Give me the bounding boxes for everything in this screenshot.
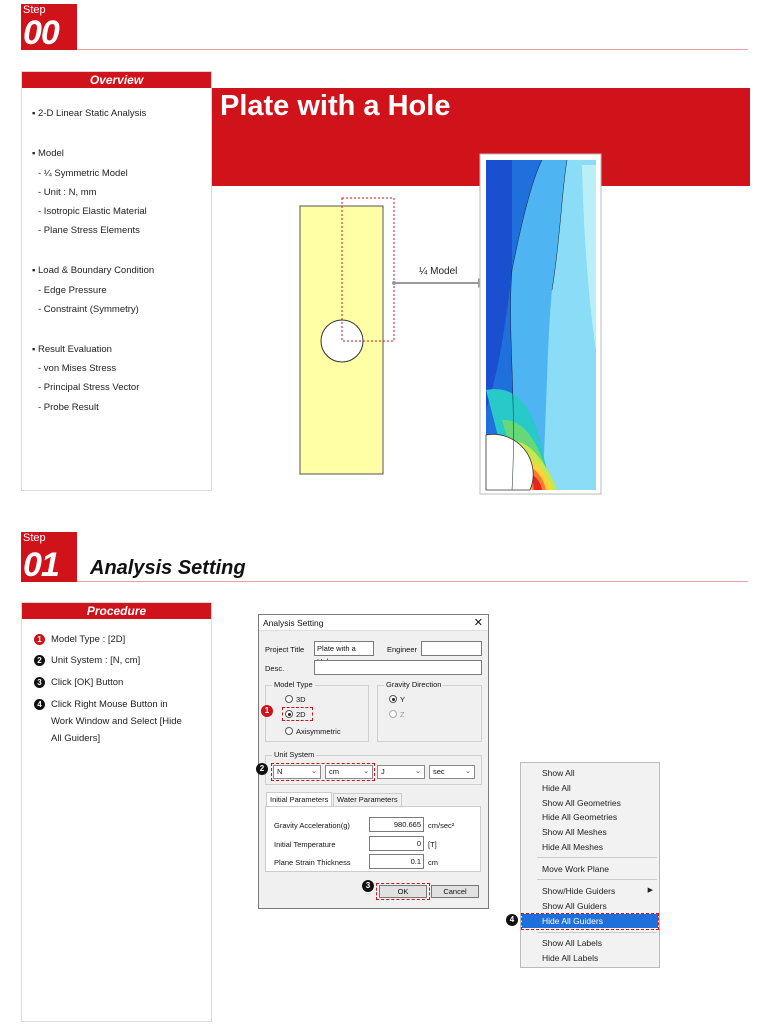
chevron-down-icon: ⌄ (311, 768, 317, 775)
stress-contour (480, 154, 601, 494)
menu-item-show-all-labels[interactable]: Show All Labels (542, 938, 603, 948)
banner-title: Plate with a Hole (220, 90, 451, 122)
work-window-context-menu (520, 762, 660, 968)
marker-4: 4 (34, 699, 45, 710)
overview-item: ▪ Model (32, 148, 64, 159)
initial-temperature-unit: [T] (428, 840, 437, 849)
initial-temperature-label: Initial Temperature (274, 840, 336, 849)
menu-item-hide-all-meshes[interactable]: Hide All Meshes (542, 842, 603, 852)
overview-item: - Isotropic Elastic Material (38, 206, 147, 217)
overview-item: - Edge Pressure (38, 285, 107, 296)
close-icon[interactable]: ✕ (473, 617, 483, 629)
procedure-panel (21, 602, 212, 1022)
plane-strain-input[interactable]: 0.1 (369, 854, 424, 869)
step-01-badge (21, 532, 77, 582)
marker-1: 1 (34, 634, 45, 645)
step-00-label: Step (23, 4, 46, 16)
procedure-item (34, 652, 204, 669)
cancel-button[interactable]: Cancel (431, 885, 479, 898)
callout-1: 1 (261, 705, 273, 717)
marker-2: 2 (34, 655, 45, 666)
model-arrow-dot (392, 281, 396, 285)
initial-parameters-pane (265, 806, 481, 872)
step-00-badge (21, 4, 77, 50)
overview-item: - Unit : N, mm (38, 187, 97, 198)
procedure-item (34, 696, 184, 747)
tab-water-parameters[interactable]: Water Parameters (333, 793, 402, 806)
menu-item-show-all-geometries[interactable]: Show All Geometries (542, 798, 621, 808)
unit-system-label: Unit System (274, 750, 315, 759)
overview-header: Overview (22, 72, 211, 88)
project-title-input[interactable]: Plate with a (314, 641, 374, 656)
step-01-label: Step (23, 532, 46, 544)
overview-item: ▪ Result Evaluation (32, 344, 112, 355)
chevron-down-icon: ⌄ (415, 768, 421, 775)
model-2d-highlight (282, 707, 313, 721)
procedure-text: Click Right Mouse Button in Work Window and Select [Hide All Guiders] (51, 699, 182, 744)
menu-item-label: Show/Hide Guiders (542, 886, 616, 896)
plane-strain-unit: cm (428, 858, 438, 867)
menu-separator (537, 932, 657, 933)
energy-unit-value: J (381, 767, 385, 776)
overview-item: - Probe Result (38, 402, 99, 413)
procedure-text: Click [OK] Button (51, 677, 124, 688)
gravity-y-label: Y (400, 695, 406, 704)
procedure-header: Procedure (22, 603, 211, 619)
time-unit-select[interactable] (429, 765, 475, 779)
energy-unit-select[interactable] (377, 765, 425, 779)
overview-item: - Principal Stress Vector (38, 382, 140, 393)
overview-item: - ¼ Symmetric Model (38, 168, 128, 179)
callout-4: 4 (506, 914, 518, 926)
initial-temperature-input[interactable]: 0 (369, 836, 424, 851)
desc-label: Desc. (265, 664, 285, 673)
chevron-down-icon: ⌄ (363, 768, 369, 775)
menu-separator (537, 857, 657, 858)
menu-item-hide-all-labels[interactable]: Hide All Labels (542, 953, 599, 963)
overview-item: - Plane Stress Elements (38, 225, 140, 236)
time-unit-value: sec (433, 767, 445, 776)
menu-item-hide-all-geometries[interactable]: Hide All Geometries (542, 812, 618, 822)
procedure-item (34, 631, 204, 648)
dialog-titlebar (259, 615, 488, 631)
procedure-text: Model Type : [2D] (51, 634, 126, 645)
dialog-title: Analysis Setting (263, 618, 324, 628)
gravity-z-radio[interactable] (389, 710, 397, 718)
gravity-z-label: Z (400, 710, 405, 719)
step-00-rule (77, 49, 748, 50)
procedure-text: Unit System : [N, cm] (51, 655, 141, 666)
quarter-model-label: ¼ Model (419, 266, 458, 277)
menu-item-move-work-plane[interactable]: Move Work Plane (542, 864, 609, 874)
model-3d-radio[interactable] (285, 695, 293, 703)
plate-illustration (212, 150, 750, 495)
menu-item-hide-all[interactable]: Hide All (542, 783, 571, 793)
desc-input[interactable] (314, 660, 482, 675)
marker-3: 3 (34, 677, 45, 688)
callout-2: 2 (256, 763, 268, 775)
callout-3: 3 (362, 880, 374, 892)
tab-initial-parameters[interactable]: Initial Parameters (266, 792, 332, 806)
model-3d-label: 3D (296, 695, 306, 704)
overview-item: - Constraint (Symmetry) (38, 304, 139, 315)
ok-button[interactable]: OK (379, 885, 427, 898)
gravity-acceleration-label: Gravity Acceleration(g) (274, 821, 350, 830)
hide-all-guiders-highlight (521, 913, 659, 930)
engineer-input[interactable] (421, 641, 482, 656)
project-title-label: Project Title (265, 645, 305, 654)
menu-item-show-all[interactable]: Show All (542, 768, 575, 778)
model-type-label: Model Type (274, 680, 313, 689)
procedure-item (34, 674, 204, 691)
unit-system-highlight (271, 763, 375, 781)
engineer-label: Engineer (387, 645, 418, 654)
gravity-direction-label: Gravity Direction (386, 680, 442, 689)
overview-item: ▪ 2-D Linear Static Analysis (32, 108, 147, 119)
submenu-arrow-icon: ▶ (647, 887, 653, 894)
menu-item-show-all-meshes[interactable]: Show All Meshes (542, 827, 607, 837)
model-2d-label: 2D (296, 710, 306, 719)
overview-item: ▪ Load & Boundary Condition (32, 265, 155, 276)
gravity-acceleration-unit: cm/sec² (428, 821, 455, 830)
ok-highlight (376, 883, 430, 900)
step-01-number: 01 (23, 546, 59, 584)
model-axisymmetric-radio[interactable] (285, 727, 293, 735)
gravity-y-radio[interactable] (389, 695, 397, 703)
step-01-rule (77, 581, 748, 582)
overview-panel (21, 71, 212, 491)
plane-strain-label: Plane Strain Thickness (274, 858, 351, 867)
menu-item-show-all-guiders[interactable]: Show All Guiders (542, 901, 607, 911)
chevron-down-icon: ⌄ (465, 768, 471, 775)
menu-separator (537, 879, 657, 880)
analysis-setting-dialog (258, 614, 489, 909)
menu-item-hide-all-guiders[interactable]: Hide All Guiders (522, 914, 658, 928)
menu-item-show-hide-guiders[interactable] (522, 884, 658, 898)
step-00-number: 00 (23, 14, 59, 52)
force-unit-value: N (277, 767, 283, 776)
overview-item: - von Mises Stress (38, 363, 117, 374)
step-01-title: Analysis Setting (90, 557, 246, 579)
gravity-acceleration-input[interactable]: 980.665 (369, 817, 424, 832)
model-axisymmetric-label: Axisymmetric (296, 727, 341, 736)
length-unit-value: cm (329, 767, 339, 776)
